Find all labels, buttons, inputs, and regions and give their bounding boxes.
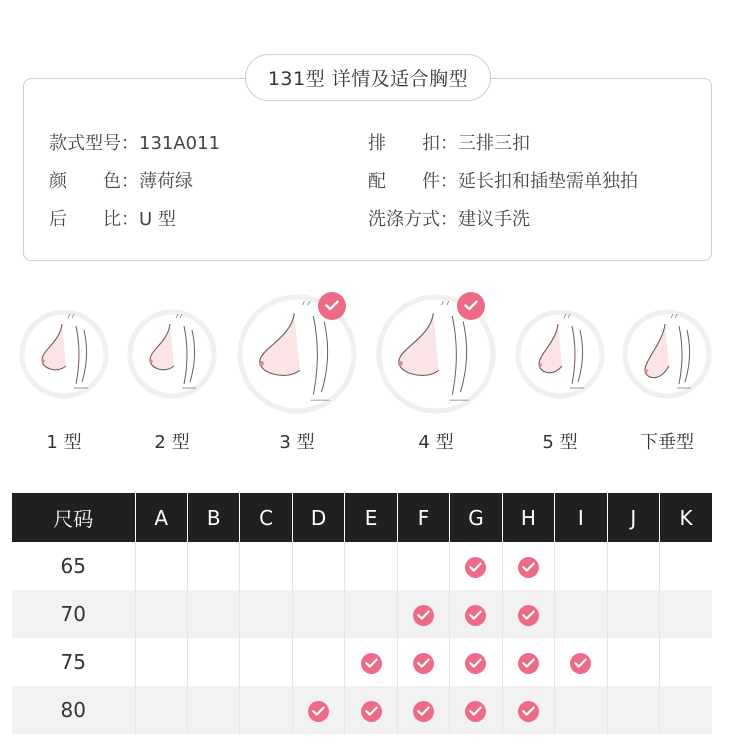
size-cell bbox=[450, 638, 502, 686]
suitable-check-icon bbox=[318, 292, 346, 320]
breast-shape-5 bbox=[515, 309, 605, 399]
breast-shape-6 bbox=[622, 309, 712, 399]
cup-header-j: J bbox=[607, 493, 659, 542]
band-size-cell: 65 bbox=[60, 554, 86, 578]
breast-shape-2 bbox=[127, 309, 217, 399]
spec-label: 配 件： bbox=[368, 171, 458, 192]
size-cell bbox=[555, 542, 607, 590]
size-cell bbox=[555, 638, 607, 686]
spec-back-shape bbox=[49, 205, 176, 231]
size-cell bbox=[240, 590, 292, 638]
table-row bbox=[12, 638, 712, 686]
available-check-icon bbox=[570, 653, 591, 674]
size-cell bbox=[502, 542, 554, 590]
breast-shape-1 bbox=[19, 309, 109, 399]
spec-label: 颜 色： bbox=[49, 171, 139, 192]
size-cell bbox=[240, 542, 292, 590]
available-check-icon bbox=[465, 605, 486, 626]
available-check-icon bbox=[518, 653, 539, 674]
size-table-header bbox=[12, 493, 712, 542]
size-cell bbox=[292, 542, 344, 590]
size-cell bbox=[607, 590, 659, 638]
cup-header-h: H bbox=[502, 493, 554, 542]
size-table bbox=[12, 493, 712, 734]
size-cell bbox=[502, 686, 554, 734]
cup-header-c: C bbox=[240, 493, 292, 542]
cup-header-g: G bbox=[450, 493, 502, 542]
spec-value: 薄荷绿 bbox=[139, 171, 193, 192]
breast-shape-illustration bbox=[515, 309, 605, 399]
size-column-header: 尺码 bbox=[12, 493, 135, 542]
size-cell bbox=[187, 590, 239, 638]
size-cell bbox=[502, 638, 554, 686]
breast-shape-label: 1 型 bbox=[46, 432, 82, 453]
available-check-icon bbox=[413, 605, 434, 626]
spec-value: 延长扣和插垫需单独拍 bbox=[458, 171, 638, 192]
size-cell bbox=[660, 638, 712, 686]
size-cell bbox=[397, 638, 449, 686]
size-cell bbox=[450, 686, 502, 734]
size-cell bbox=[135, 686, 187, 734]
available-check-icon bbox=[465, 701, 486, 722]
available-check-icon bbox=[308, 701, 329, 722]
band-size-cell: 75 bbox=[60, 650, 86, 674]
size-cell bbox=[345, 638, 397, 686]
size-cell bbox=[660, 686, 712, 734]
band-size-cell: 80 bbox=[12, 686, 135, 734]
size-cell bbox=[135, 542, 187, 590]
size-cell bbox=[345, 686, 397, 734]
size-cell bbox=[555, 686, 607, 734]
spec-color bbox=[49, 167, 193, 193]
size-cell bbox=[502, 590, 554, 638]
available-check-icon bbox=[413, 653, 434, 674]
breast-shape-label: 3 型 bbox=[279, 432, 315, 453]
size-cell bbox=[660, 542, 712, 590]
cup-header-d: D bbox=[292, 493, 344, 542]
size-cell bbox=[345, 590, 397, 638]
breast-shape-label: 下垂型 bbox=[640, 432, 694, 453]
spec-style-number bbox=[49, 129, 220, 155]
available-check-icon bbox=[361, 653, 382, 674]
spec-label: 洗涤方式： bbox=[368, 209, 458, 230]
cup-header-b: B bbox=[187, 493, 239, 542]
available-check-icon bbox=[465, 557, 486, 578]
cup-header-f: F bbox=[397, 493, 449, 542]
spec-accessories bbox=[368, 167, 638, 193]
spec-value: 131A011 bbox=[139, 133, 221, 154]
suitable-check-icon bbox=[457, 292, 485, 320]
size-cell bbox=[607, 638, 659, 686]
available-check-icon bbox=[518, 557, 539, 578]
breast-shape-illustration bbox=[127, 309, 217, 399]
size-cell bbox=[397, 542, 449, 590]
size-cell bbox=[345, 542, 397, 590]
size-cell bbox=[397, 590, 449, 638]
available-check-icon bbox=[361, 701, 382, 722]
size-cell bbox=[240, 638, 292, 686]
spec-label: 后 比： bbox=[49, 209, 139, 230]
size-cell bbox=[135, 638, 187, 686]
table-row bbox=[12, 590, 712, 638]
spec-washing bbox=[368, 205, 530, 231]
breast-shape-illustration bbox=[622, 309, 712, 399]
size-cell bbox=[187, 542, 239, 590]
size-cell bbox=[607, 542, 659, 590]
spec-value: 三排三扣 bbox=[458, 133, 530, 154]
table-row bbox=[12, 542, 712, 590]
size-cell bbox=[187, 638, 239, 686]
size-cell bbox=[397, 686, 449, 734]
size-cell bbox=[240, 686, 292, 734]
size-cell bbox=[292, 638, 344, 686]
size-cell bbox=[292, 590, 344, 638]
available-check-icon bbox=[518, 701, 539, 722]
spec-label: 款式型号： bbox=[49, 133, 139, 154]
size-cell bbox=[450, 542, 502, 590]
size-cell bbox=[135, 590, 187, 638]
available-check-icon bbox=[413, 701, 434, 722]
detail-title: 131型 详情及适合胸型 bbox=[245, 54, 491, 101]
cup-header-k: K bbox=[660, 493, 712, 542]
breast-shape-illustration bbox=[19, 309, 109, 399]
size-cell bbox=[555, 590, 607, 638]
cup-header-a: A bbox=[135, 493, 187, 542]
breast-shape-label: 2 型 bbox=[154, 432, 190, 453]
available-check-icon bbox=[465, 653, 486, 674]
size-cell bbox=[292, 686, 344, 734]
available-check-icon bbox=[518, 605, 539, 626]
cup-header-i: I bbox=[555, 493, 607, 542]
spec-hooks bbox=[368, 129, 530, 155]
size-cell bbox=[450, 590, 502, 638]
size-cell bbox=[187, 686, 239, 734]
band-size-cell: 70 bbox=[12, 590, 135, 638]
size-cell bbox=[660, 590, 712, 638]
spec-value: U 型 bbox=[139, 209, 176, 230]
cup-header-e: E bbox=[345, 493, 397, 542]
spec-value: 建议手洗 bbox=[458, 209, 530, 230]
size-cell bbox=[607, 686, 659, 734]
spec-label: 排 扣： bbox=[368, 133, 458, 154]
breast-shape-label: 5 型 bbox=[542, 432, 578, 453]
table-row bbox=[12, 686, 712, 734]
breast-shape-label: 4 型 bbox=[418, 432, 454, 453]
